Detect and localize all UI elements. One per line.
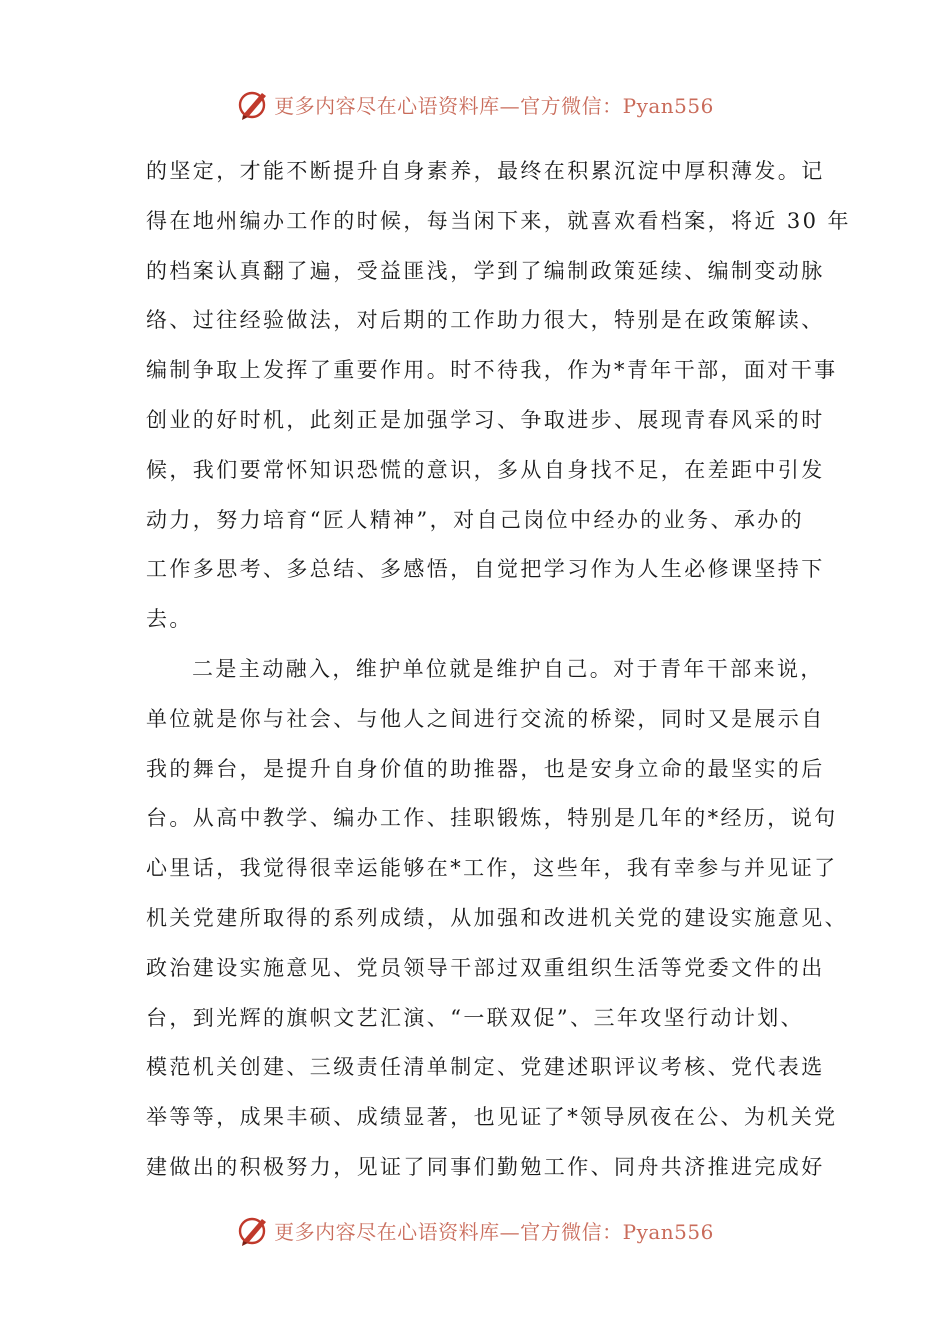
text-line: 动力，努力培育“匠人精神”，对自己岗位中经办的业务、承办的 [146, 507, 805, 532]
header-watermark [0, 84, 950, 124]
text-line: 我的舞台，是提升自身价值的助推器，也是安身立命的最坚实的后 [146, 756, 825, 781]
text-line: 创业的好时机，此刻正是加强学习、争取进步、展现青春风采的时 [146, 407, 825, 432]
pen-circle-icon [236, 1213, 270, 1247]
watermark-text: 更多内容尽在心语资料库—官方微信：Pyan556 [274, 1219, 714, 1244]
text-line: 台，到光辉的旗帜文艺汇演、“一联双促”、三年攻坚行动计划、 [146, 1005, 805, 1030]
paragraph-start-line: 二是主动融入，维护单位就是维护自己。对于青年干部来说， [192, 656, 824, 681]
text-line: 编制争取上发挥了重要作用。时不待我，作为*青年干部，面对干事 [146, 358, 838, 383]
text-line: 政治建设实施意见、党员领导干部过双重组织生活等党委文件的出 [146, 955, 825, 980]
text-line: 的坚定，才能不断提升自身素养，最终在积累沉淀中厚积薄发。记 [146, 159, 825, 183]
text-line: 得在地州编办工作的时候，每当闲下来，就喜欢看档案，将近 30 年 [146, 208, 851, 233]
footer-watermark [0, 1210, 950, 1250]
text-line: 工作多思考、多总结、多感悟，自觉把学习作为人生必修课坚持下 [146, 557, 825, 582]
text-line: 模范机关创建、三级责任清单制定、党建述职评议考核、党代表选 [146, 1055, 825, 1080]
text-line: 的档案认真翻了遍，受益匪浅，学到了编制政策延续、编制变动脉 [146, 258, 825, 283]
text-line: 台。从高中教学、编办工作、挂职锻炼，特别是几年的*经历，说句 [146, 806, 838, 831]
text-line: 络、过往经验做法，对后期的工作助力很大，特别是在政策解读、 [146, 308, 825, 333]
text-line: 单位就是你与社会、与他人之间进行交流的桥梁，同时又是展示自 [146, 706, 825, 731]
watermark-text: 更多内容尽在心语资料库—官方微信：Pyan556 [274, 93, 714, 118]
text-line: 去。 [146, 607, 193, 632]
pen-circle-icon [236, 87, 270, 121]
text-line: 建做出的积极努力，见证了同事们勤勉工作、同舟共济推进完成好 [146, 1154, 825, 1179]
text-line: 机关党建所取得的系列成绩，从加强和改进机关党的建设实施意见、 [146, 905, 848, 930]
document-body [146, 147, 851, 1193]
text-line: 举等等，成果丰硕、成绩显著，也见证了*领导夙夜在公、为机关党 [146, 1105, 838, 1130]
text-line: 候，我们要常怀知识恐慌的意识，多从自身找不足，在差距中引发 [146, 457, 825, 482]
text-line: 心里话，我觉得很幸运能够在*工作，这些年，我有幸参与并见证了 [146, 856, 838, 881]
